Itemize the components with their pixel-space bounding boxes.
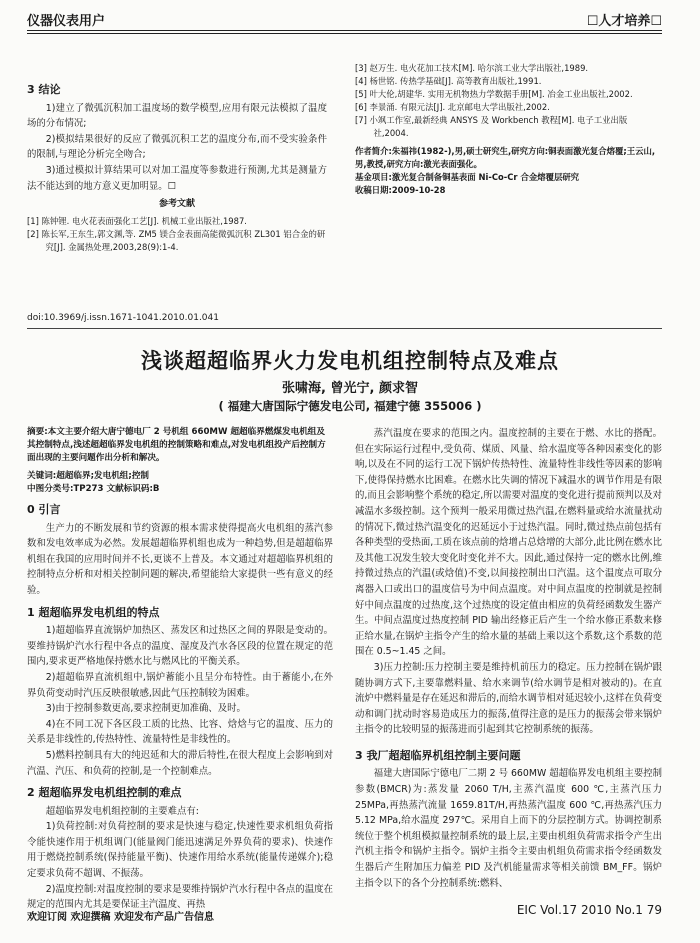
received-date: 收稿日期:2009-10-28 — [355, 185, 446, 195]
keywords: 关键词:超超临界;发电机组;控制 — [27, 470, 150, 481]
classification: 中图分类号:TP273 文献标识码:B — [27, 483, 160, 494]
conclusion-para: 1)建立了微弧沉积加工温度场的数学模型,应用有限元法模拟了温度场的分布情况; — [27, 102, 327, 130]
section-heading: 2 超超临界发电机组控制的难点 — [27, 786, 182, 800]
reference-item: [6] 李景涌. 有限元法[J]. 北京邮电大学出版社,2002. — [355, 102, 550, 112]
column-name: ☐人才培养☐ — [586, 14, 662, 29]
author-info: 作者简介:朱福祎(1982-),男,硕士研究生,研究方向:铜表面激光复合熔覆;王云山,男,教授,研究方向:激光表面强化。 — [355, 146, 656, 169]
left-column — [27, 426, 333, 913]
article-authors: 张啸海, 曾光宁, 颜求智 — [282, 381, 418, 396]
conclusion-heading: 3 结论 — [27, 83, 61, 96]
references-title: 参考文献 — [158, 199, 195, 210]
conclusion-para: 3)通过模拟计算结果可以对加工温度等参数进行预测,尤其是测量方法不能达到的地方意义更加明显。☐ — [27, 164, 327, 192]
body-para: 蒸汽温度在要求的范围之内。温度控制的主要在于燃、水比的搭配。但在实际运行过程中,受负荷、煤质、风量、给水温度等各种因素变化的影响,以及在不同的运行工况下锅炉传热特性、流量特性非线性等因素的影响下,使得保持燃水比困难。在燃水比失调的情况下减温水的调节作用是有限的,而且会影响整个系统的稳定,所以需要对温度的变化进行提前预判以及对减温水多级控制。这个预判一般采用微过热汽温,在燃料量或给水流量扰动的情况下,微过热汽温变化的迟延远小于过热汽温。同时,微过热点前包括有各种类型的受热面,工质在该点前的焓增占总焓增的大部分,此比例在燃水比及其他工况发生较大变化时变化并不大。因此,通过保持一定的燃水比例,维持微过热点的汽温(或焓值)不变,以间接控制出口汽温。这个温度点可取分离器入口或出口的温度信号为中间点温度。对中间点温度的控制就是控制好中间点温度的过热度,这个过热度的设定值由相应的负荷经函数发生器产生。中间点温度过热度控制 PID 输出经修正后产生一个给水修正系数来修正给水量,在锅炉主指令产生的给水量的基础上乘以这个系数,这个系数的范围在 0.5~1.45 之间。 — [355, 428, 662, 658]
top-left-column — [27, 76, 327, 254]
body-para: 福建大唐国际宁德电厂二期 2 号 660MW 超超临界发电机组主要控制参数(BMCR)为:蒸发量 2060 T/H,主蒸汽温度 600 ℃,主蒸汽压力 25MPa,再热蒸汽流量 1659.81T/H,再热蒸汽温度 600 ℃,再热蒸汽压力 5.12 MPa,给水温度 297℃。采用自上而下的分层控制方式。协调控制系统位于整个机组模拟量控制系统的最上层,主要由机组负荷需求指令产生出汽机主指令和锅炉主指令。锅炉主指令主要由机组负荷需求指令经函数发生器后产生附加压力偏差 PID 及汽机能量需求等相关前馈 BM_FF。锅炉主指令以下的各个分控制系统:燃料、 — [355, 768, 662, 889]
footer-issue: EIC Vol.17 2010 No.1 79 — [516, 903, 662, 917]
fund-info: 基金项目:激光复合制备铜基表面 Ni-Co-Cr 合金熔覆层研究 — [355, 172, 580, 182]
conclusion-para: 2)模拟结果很好的反应了微弧沉积工艺的温度分布,而不受实验条件的限制,与理论分析完全吻合; — [27, 133, 327, 161]
reference-item: [5] 叶大伦,胡建华. 实用无机物热力学数据手册[M]. 冶金工业出版社,2002. — [355, 89, 633, 99]
section-heading: 1 超超临界发电机组的特点 — [27, 605, 160, 619]
header-rule — [27, 30, 662, 34]
body-para: 3)压力控制:压力控制主要是维持机前压力的稳定。压力控制在锅炉跟随协调方式下,主要靠燃料量、给水来调节(给水调节是相对被动的)。在直流炉中燃料量是存在延迟和滞后的,而给水调节相对延迟较小,这样在负荷变动和调门扰动时容易造成压力的振荡,值得注意的是压力的振荡会带来锅炉主指令的比较明显的振荡进而引起到其它控制系统的振荡。 — [355, 661, 662, 736]
body-para: 5)燃料控制具有大的纯迟延和大的滞后特性,在很大程度上会影响到对汽温、汽压、和负荷的控制,是一个控制难点。 — [27, 749, 333, 777]
body-para: 1)超超临界直流锅炉加热区、蒸发区和过热区之间的界限是变动的。要维持锅炉汽水行程中各点的温度、湿度及汽水各区段的位置在规定的范围内,要求更严格地保持燃水比与燃风比的平衡关系。 — [27, 625, 333, 668]
body-para: 2)超超临界直流机组中,锅炉蓄能小且呈分布特性。由于蓄能小,在外界负荷变动时汽压反映很敏感,因此气压控制较为困难。 — [27, 671, 333, 699]
reference-item: [7] 小飒工作室,最新经典 ANSYS 及 Workbench 教程[M]. 电子工业出版社,2004. — [355, 115, 628, 138]
reference-item: [2] 陈长军,王东生,郭文渊,等. ZM5 镁合金表面高能微弧沉积 ZL301 铝合金的研究[J]. 金属热处理,2003,28(9):1-4. — [27, 228, 326, 252]
body-para: 1)负荷控制:对负荷控制的要求是快速与稳定,快速性要求机组负荷指令能快速作用于机组调门(能量阀门能迅速满足外界负荷的要求)、快速作用于燃烧控制系统(保持能量平衡)、快速作用给水系统(能量传递媒介);稳定要求负荷不超调、不振荡。 — [27, 821, 333, 880]
right-column — [355, 426, 662, 891]
body-para: 超超临界发电机组控制的主要难点有: — [45, 805, 199, 817]
body-para: 生产力的不断发展和节约资源的根本需求使得提高火电机组的蒸汽参数和发电效率成为必然。发展超超临界机组也成为一种趋势,但是超超临界机组在我国的应用时间并不长,更谈不上普及。本文通过对超超临界机组的控制特点分析和对相关控制问题的解决,希望能给大家提供一些有意义的经验。 — [27, 522, 333, 596]
section-heading: 0 引言 — [27, 503, 61, 517]
footer-slogan: 欢迎订阅 欢迎撰稿 欢迎发布产品广告信息 — [27, 912, 214, 923]
body-para: 4)在不同工况下各区段工质的比热、比容、焓焓与它的温度、压力的关系是非线性的,传热特性、流量特性是非线性的。 — [27, 718, 333, 746]
doi: doi:10.3969/j.issn.1671-1041.2010.01.041 — [27, 313, 219, 323]
top-right-column — [355, 62, 662, 197]
body-para: 3)由于控制参数更高,要求控制更加准确、及时。 — [45, 703, 246, 715]
doi-rule — [27, 328, 662, 329]
body-para: 2)温度控制:对温度控制的要求是要维持锅炉汽水行程中各点的温度在规定的范围内尤其是要保证主汽温度、再热 — [27, 883, 333, 911]
section-heading: 3 我厂超超临界机组控制主要问题 — [355, 748, 521, 762]
abstract: 摘要:本文主要介绍大唐宁德电厂 2 号机组 660MW 超超临界燃煤发电机组及其控制特点,浅述超超临界发电机组的控制策略和难点,对发电机组投产后控制方面出现的主要问题作出分析和解决。 — [27, 427, 326, 464]
reference-item: [3] 赵万生. 电火花加工技术[M]. 哈尔滨工业大学出版社,1989. — [355, 63, 589, 73]
reference-item: [1] 陈钟锂. 电火花表面强化工艺[J]. 机械工业出版社,1987. — [27, 215, 247, 226]
article-affiliation: ( 福建大唐国际宁德发电公司, 福建宁德 355006 ) — [218, 399, 482, 413]
article-title: 浅谈超超临界火力发电机组控制特点及难点 — [141, 349, 559, 373]
journal-name: 仪器仪表用户 — [27, 14, 106, 29]
reference-item: [4] 杨世铭. 传热学基础[J]. 高等教育出版社,1991. — [355, 76, 542, 86]
